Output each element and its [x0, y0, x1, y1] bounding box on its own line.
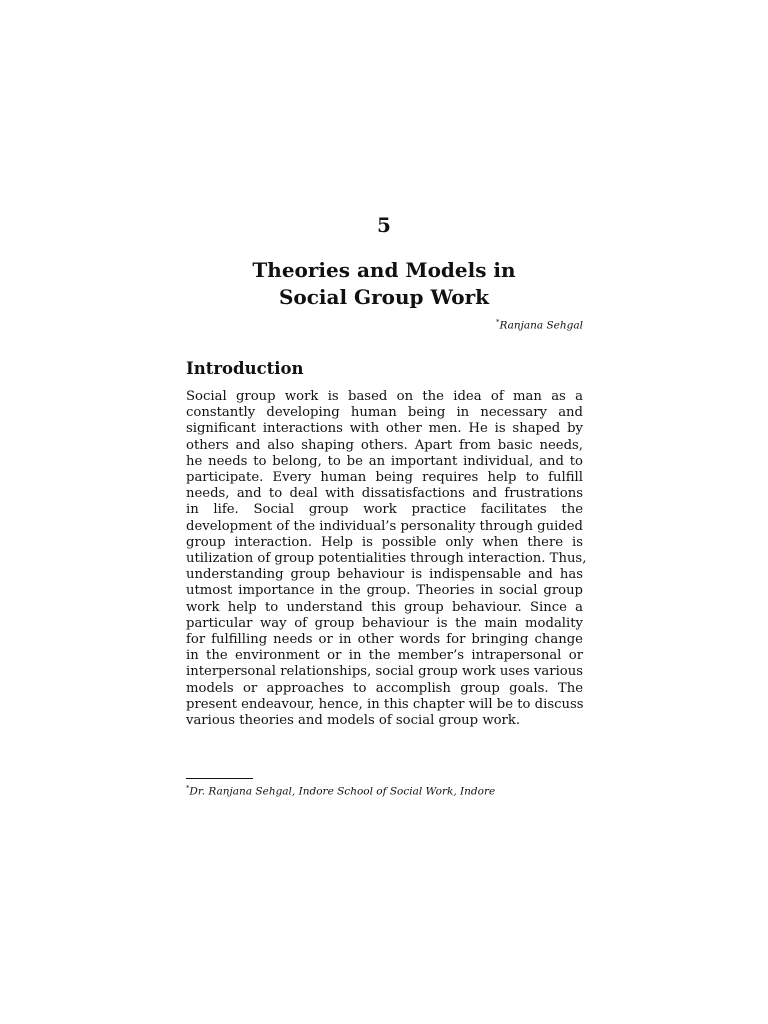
paragraph-line: understanding group behaviour is indispensable and has [186, 567, 583, 583]
paragraph-line: work help to understand this group behaviour. Since a [186, 599, 583, 615]
paragraph-line: group interaction. Help is possible only when there is [186, 534, 583, 550]
paragraph-line: models or approaches to accomplish group goals. The [186, 680, 583, 696]
paragraph-line: needs, and to deal with dissatisfactions and frustrations [186, 486, 583, 502]
paragraph-line: interpersonal relationships, social group work uses various [186, 664, 583, 680]
author-name: Ranjana Sehgal [499, 319, 583, 332]
footnote-divider [186, 778, 253, 779]
footnote-text: Dr. Ranjana Sehgal, Indore School of Social Work, Indore [189, 785, 496, 798]
paragraph-line: participate. Every human being requires help to fulfill [186, 470, 583, 486]
paragraph-line: he needs to belong, to be an important individual, and to [186, 453, 583, 469]
paragraph-line: various theories and models of social group work. [186, 713, 521, 729]
footnote-marker: * [186, 784, 190, 792]
chapter-title-line: Theories and Models in [252, 258, 516, 282]
paragraph-line: for fulfilling needs or in other words for bringing change [186, 632, 583, 648]
paragraph-line: particular way of group behaviour is the main modality [186, 615, 583, 631]
chapter-title-line: Social Group Work [278, 285, 490, 309]
author-footnote-marker: * [496, 318, 500, 326]
paragraph-line: development of the individual’s personality through guided [186, 518, 583, 534]
chapter-title [0, 257, 768, 311]
introduction-paragraph [186, 389, 587, 729]
paragraph-line: utilization of group potentialities through interaction. Thus, [186, 551, 587, 567]
paragraph-line: present endeavour, hence, in this chapter will be to discuss [186, 696, 584, 712]
section-heading: Introduction [186, 359, 304, 378]
paragraph-line: significant interactions with other men. He is shaped by [186, 421, 583, 437]
author-byline [496, 318, 583, 332]
paragraph-line: utmost importance in the group. Theories in social group [186, 583, 583, 599]
paragraph-line: constantly developing human being in necessary and [186, 405, 583, 421]
chapter-number: 5 [377, 213, 391, 237]
paragraph-line: in the environment or in the member’s intrapersonal or [186, 648, 583, 664]
paragraph-line: others and also shaping others. Apart from basic needs, [186, 437, 583, 453]
paragraph-line: in life. Social group work practice facilitates the [186, 502, 583, 518]
paragraph-line: Social group work is based on the idea of man as a [186, 389, 583, 404]
footnote [186, 784, 495, 798]
